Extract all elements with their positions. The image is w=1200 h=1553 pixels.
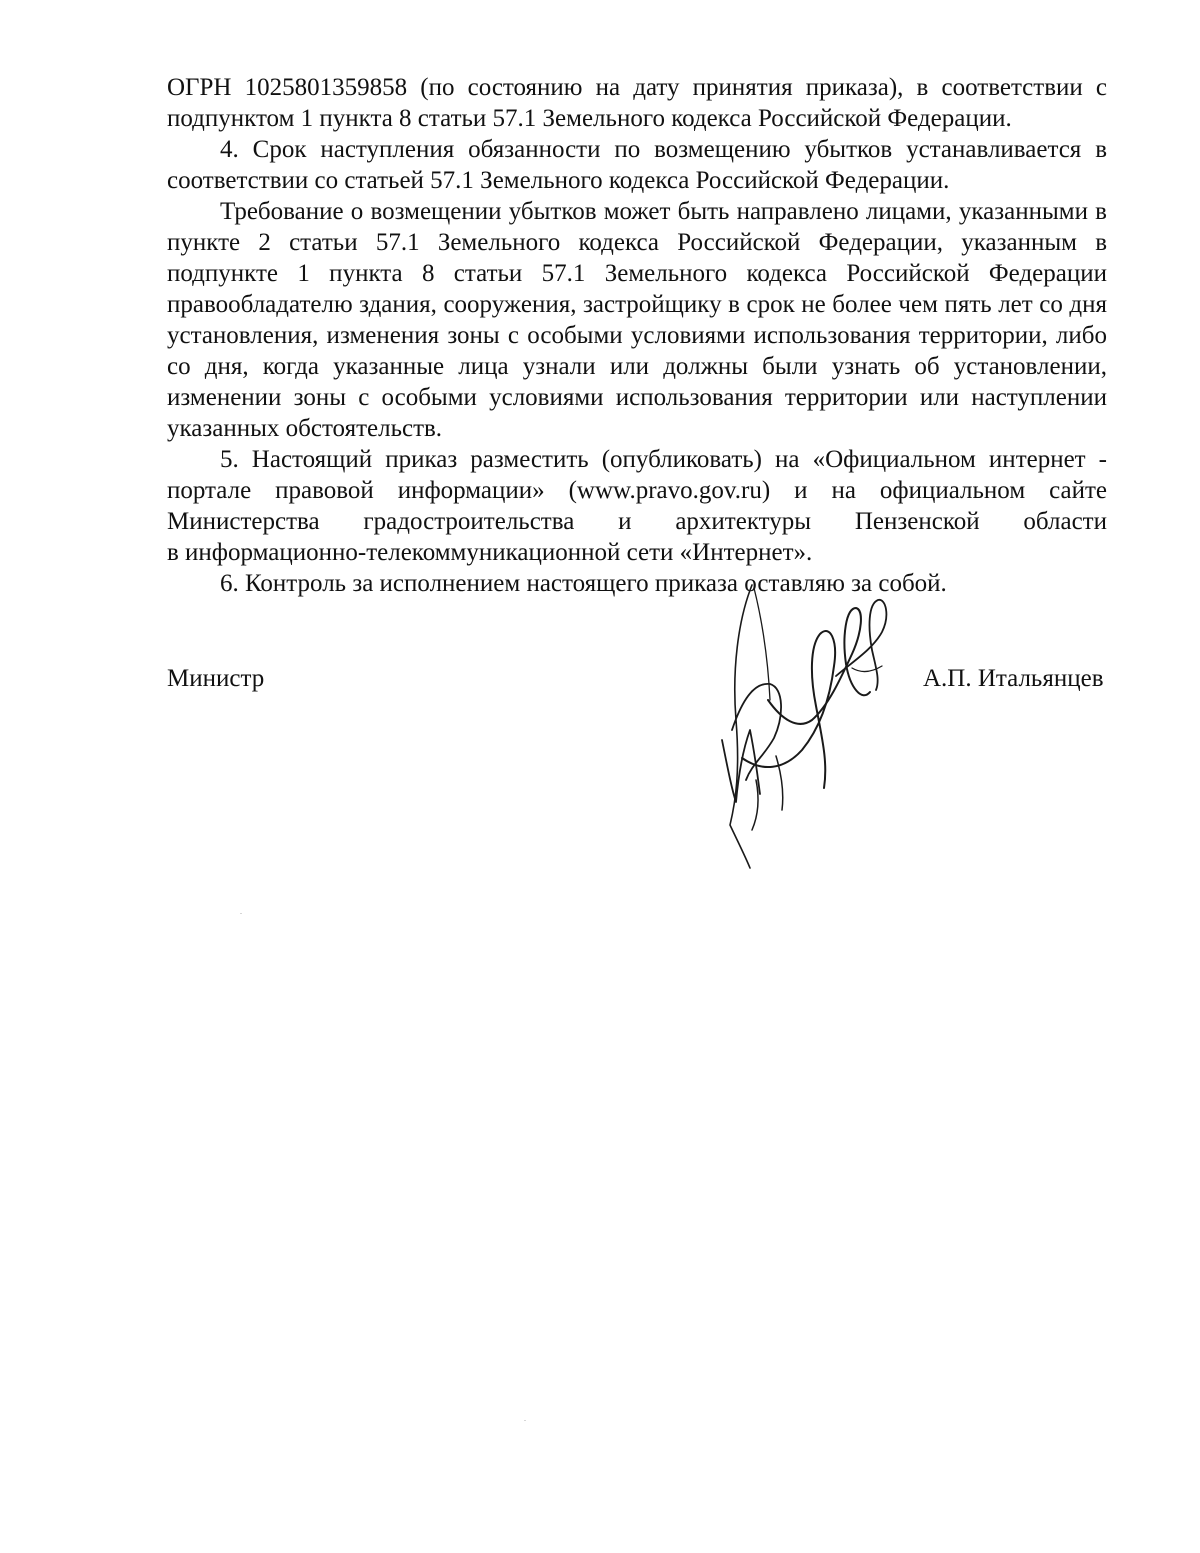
signer-position: Министр <box>167 665 265 692</box>
scan-speck <box>240 913 242 914</box>
paragraph-damages-claim: Требование о возмещении убытков может быть направлено лицами, указанными в пункте 2 статьи 57.1 Земельного кодекса Российской Федерации, указанным в подпункте 1 пункта 8 статьи 57.1 Земельного кодекса Российской Федерации правообладателю здания, сооружения, застройщику в срок не более чем пять лет со дня установления, изменения зоны с особыми условиями использования территории, либо со дня, когда указанные лица узнали или должны были узнать об установлении, изменении зоны с особыми условиями использования территории или наступлении указанных обстоятельств. <box>167 198 1107 442</box>
paragraph-item-5-continuation: в информационно-телекоммуникационной сети «Интернет». <box>167 539 813 566</box>
paragraph-item-4: 4. Срок наступления обязанности по возмещению убытков устанавливается в соответствии со статьей 57.1 Земельного кодекса Российской Федерации. <box>167 136 1107 194</box>
scan-speck <box>524 1420 526 1421</box>
paragraph-ogrn: ОГРН 1025801359858 (по состоянию на дату принятия приказа), в соответствии с подпунктом 1 пункта 8 статьи 57.1 Земельного кодекса Российской Федерации. <box>167 74 1107 132</box>
document-body <box>167 72 1107 599</box>
handwritten-signature <box>712 580 902 870</box>
paragraph-item-5: 5. Настоящий приказ разместить (опубликовать) на «Официальном интернет - портале правовой информации» (www.pravo.gov.ru) и на официальном сайте Министерства градостроительства и архитектуры Пензенской области <box>167 446 1107 535</box>
paragraph-item-6: 6. Контроль за исполнением настоящего приказа оставляю за собой. <box>220 570 947 597</box>
signer-name: А.П. Итальянцев <box>923 665 1104 692</box>
